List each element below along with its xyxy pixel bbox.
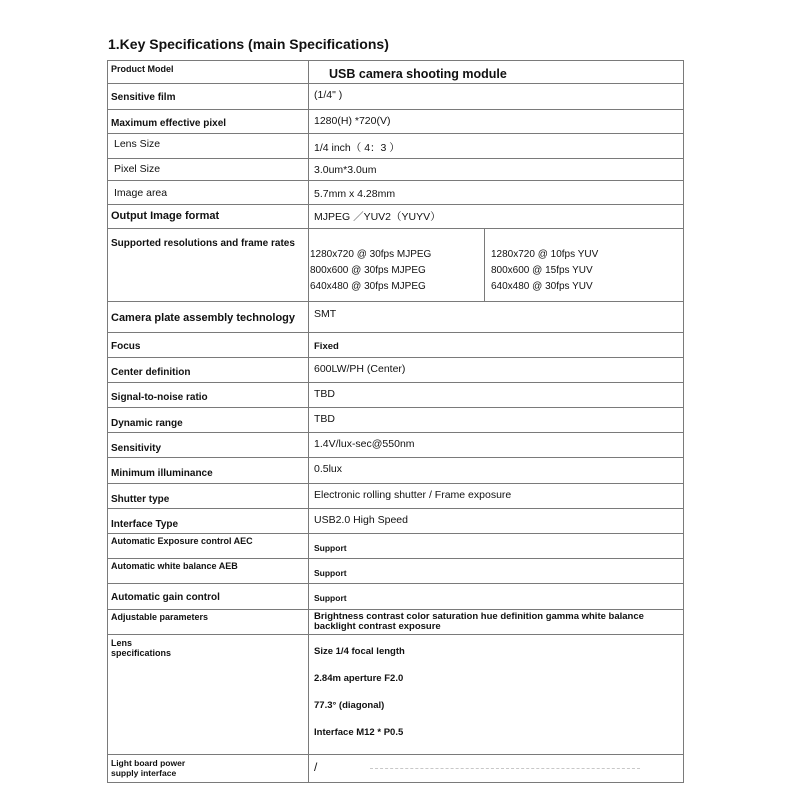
- table-row: [108, 302, 684, 333]
- table-row: [108, 534, 684, 559]
- row-value: 600LW/PH (Center): [309, 358, 684, 383]
- table-row: [108, 383, 684, 408]
- table-row: [108, 110, 684, 134]
- row-label: Automatic Exposure control AEC: [108, 534, 309, 559]
- spec-table: [107, 60, 684, 783]
- row-label: Maximum effective pixel: [108, 110, 309, 134]
- row-value: Fixed: [309, 333, 684, 358]
- table-row: [108, 610, 684, 635]
- mjpeg-list: [310, 247, 431, 295]
- table-row: [108, 333, 684, 358]
- table-row: [108, 84, 684, 110]
- row-label: Sensitive film: [108, 84, 309, 110]
- row-label: Supported resolutions and frame rates: [108, 229, 309, 302]
- row-value: Electronic rolling shutter / Frame exposure: [309, 484, 684, 509]
- row-label: Output Image format: [108, 205, 309, 229]
- row-value: Support: [309, 584, 684, 610]
- row-value: USB2.0 High Speed: [309, 509, 684, 534]
- row-value: SMT: [309, 302, 684, 333]
- row-value: 1.4V/lux-sec@550nm: [309, 433, 684, 458]
- row-label: Dynamic range: [108, 408, 309, 433]
- table-row: [108, 159, 684, 181]
- row-label: Product Model: [108, 61, 309, 84]
- row-label: Interface Type: [108, 509, 309, 534]
- list-item: 1280x720 @ 10fps YUV: [491, 249, 599, 260]
- column-divider: [484, 229, 485, 301]
- yuv-list: [491, 247, 598, 295]
- row-label: Image area: [108, 181, 309, 205]
- row-value: Support: [309, 534, 684, 559]
- row-label: Shutter type: [108, 484, 309, 509]
- table-row: [108, 358, 684, 383]
- lens-spec-cell: [309, 635, 684, 755]
- row-label: Automatic gain control: [108, 584, 309, 610]
- row-value: MJPEG ／YUV2（YUYV）: [309, 205, 684, 229]
- page-title: 1.Key Specifications (main Specifications): [108, 36, 389, 52]
- resolution-cell: [309, 229, 684, 302]
- row-label: Focus: [108, 333, 309, 358]
- row-value: TBD: [309, 408, 684, 433]
- table-row: [108, 509, 684, 534]
- row-value: 1/4 inch（ 4：3 ）: [309, 134, 684, 159]
- row-label: Automatic white balance AEB: [108, 559, 309, 584]
- list-item: 77.3° (diagonal): [314, 700, 385, 711]
- row-label: Light board power supply interface: [108, 755, 309, 783]
- list-item: Size 1/4 focal length: [314, 646, 405, 657]
- row-label: Pixel Size: [108, 159, 309, 181]
- table-row: [108, 458, 684, 484]
- row-value: Brightness contrast color saturation hue definition gamma white balance backlight contrast exposure: [309, 610, 684, 635]
- list-item: 1280x720 @ 30fps MJPEG: [310, 249, 432, 260]
- row-value: /: [309, 755, 684, 783]
- row-value: 0.5lux: [309, 458, 684, 484]
- row-label: Sensitivity: [108, 433, 309, 458]
- divider: [370, 768, 640, 769]
- list-item: Interface M12 * P0.5: [314, 727, 404, 738]
- list-item: 640x480 @ 30fps MJPEG: [310, 281, 426, 292]
- table-row: [108, 635, 684, 755]
- list-item: 800x600 @ 30fps MJPEG: [310, 265, 426, 276]
- table-row: [108, 584, 684, 610]
- table-row: [108, 559, 684, 584]
- row-value: Support: [309, 559, 684, 584]
- row-value: TBD: [309, 383, 684, 408]
- row-value: 5.7mm x 4.28mm: [309, 181, 684, 205]
- table-row: [108, 484, 684, 509]
- row-label: Minimum illuminance: [108, 458, 309, 484]
- table-row: [108, 205, 684, 229]
- table-row: [108, 229, 684, 302]
- list-item: 2.84m aperture F2.0: [314, 673, 404, 684]
- row-value: 1280(H) *720(V): [309, 110, 684, 134]
- table-row: [108, 408, 684, 433]
- table-row: [108, 134, 684, 159]
- table-row: [108, 181, 684, 205]
- row-label: Signal-to-noise ratio: [108, 383, 309, 408]
- row-label: Camera plate assembly technology: [108, 302, 309, 333]
- row-value: USB camera shooting module: [309, 61, 684, 84]
- row-label: Lens Size: [108, 134, 309, 159]
- row-label: Center definition: [108, 358, 309, 383]
- table-row: [108, 433, 684, 458]
- table-row: [108, 61, 684, 84]
- row-value: 3.0um*3.0um: [309, 159, 684, 181]
- list-item: 640x480 @ 30fps YUV: [491, 281, 593, 292]
- list-item: 800x600 @ 15fps YUV: [491, 265, 593, 276]
- row-label: Adjustable parameters: [108, 610, 309, 635]
- row-label: Lens specifications: [108, 635, 309, 755]
- row-value: (1/4" ): [309, 84, 684, 110]
